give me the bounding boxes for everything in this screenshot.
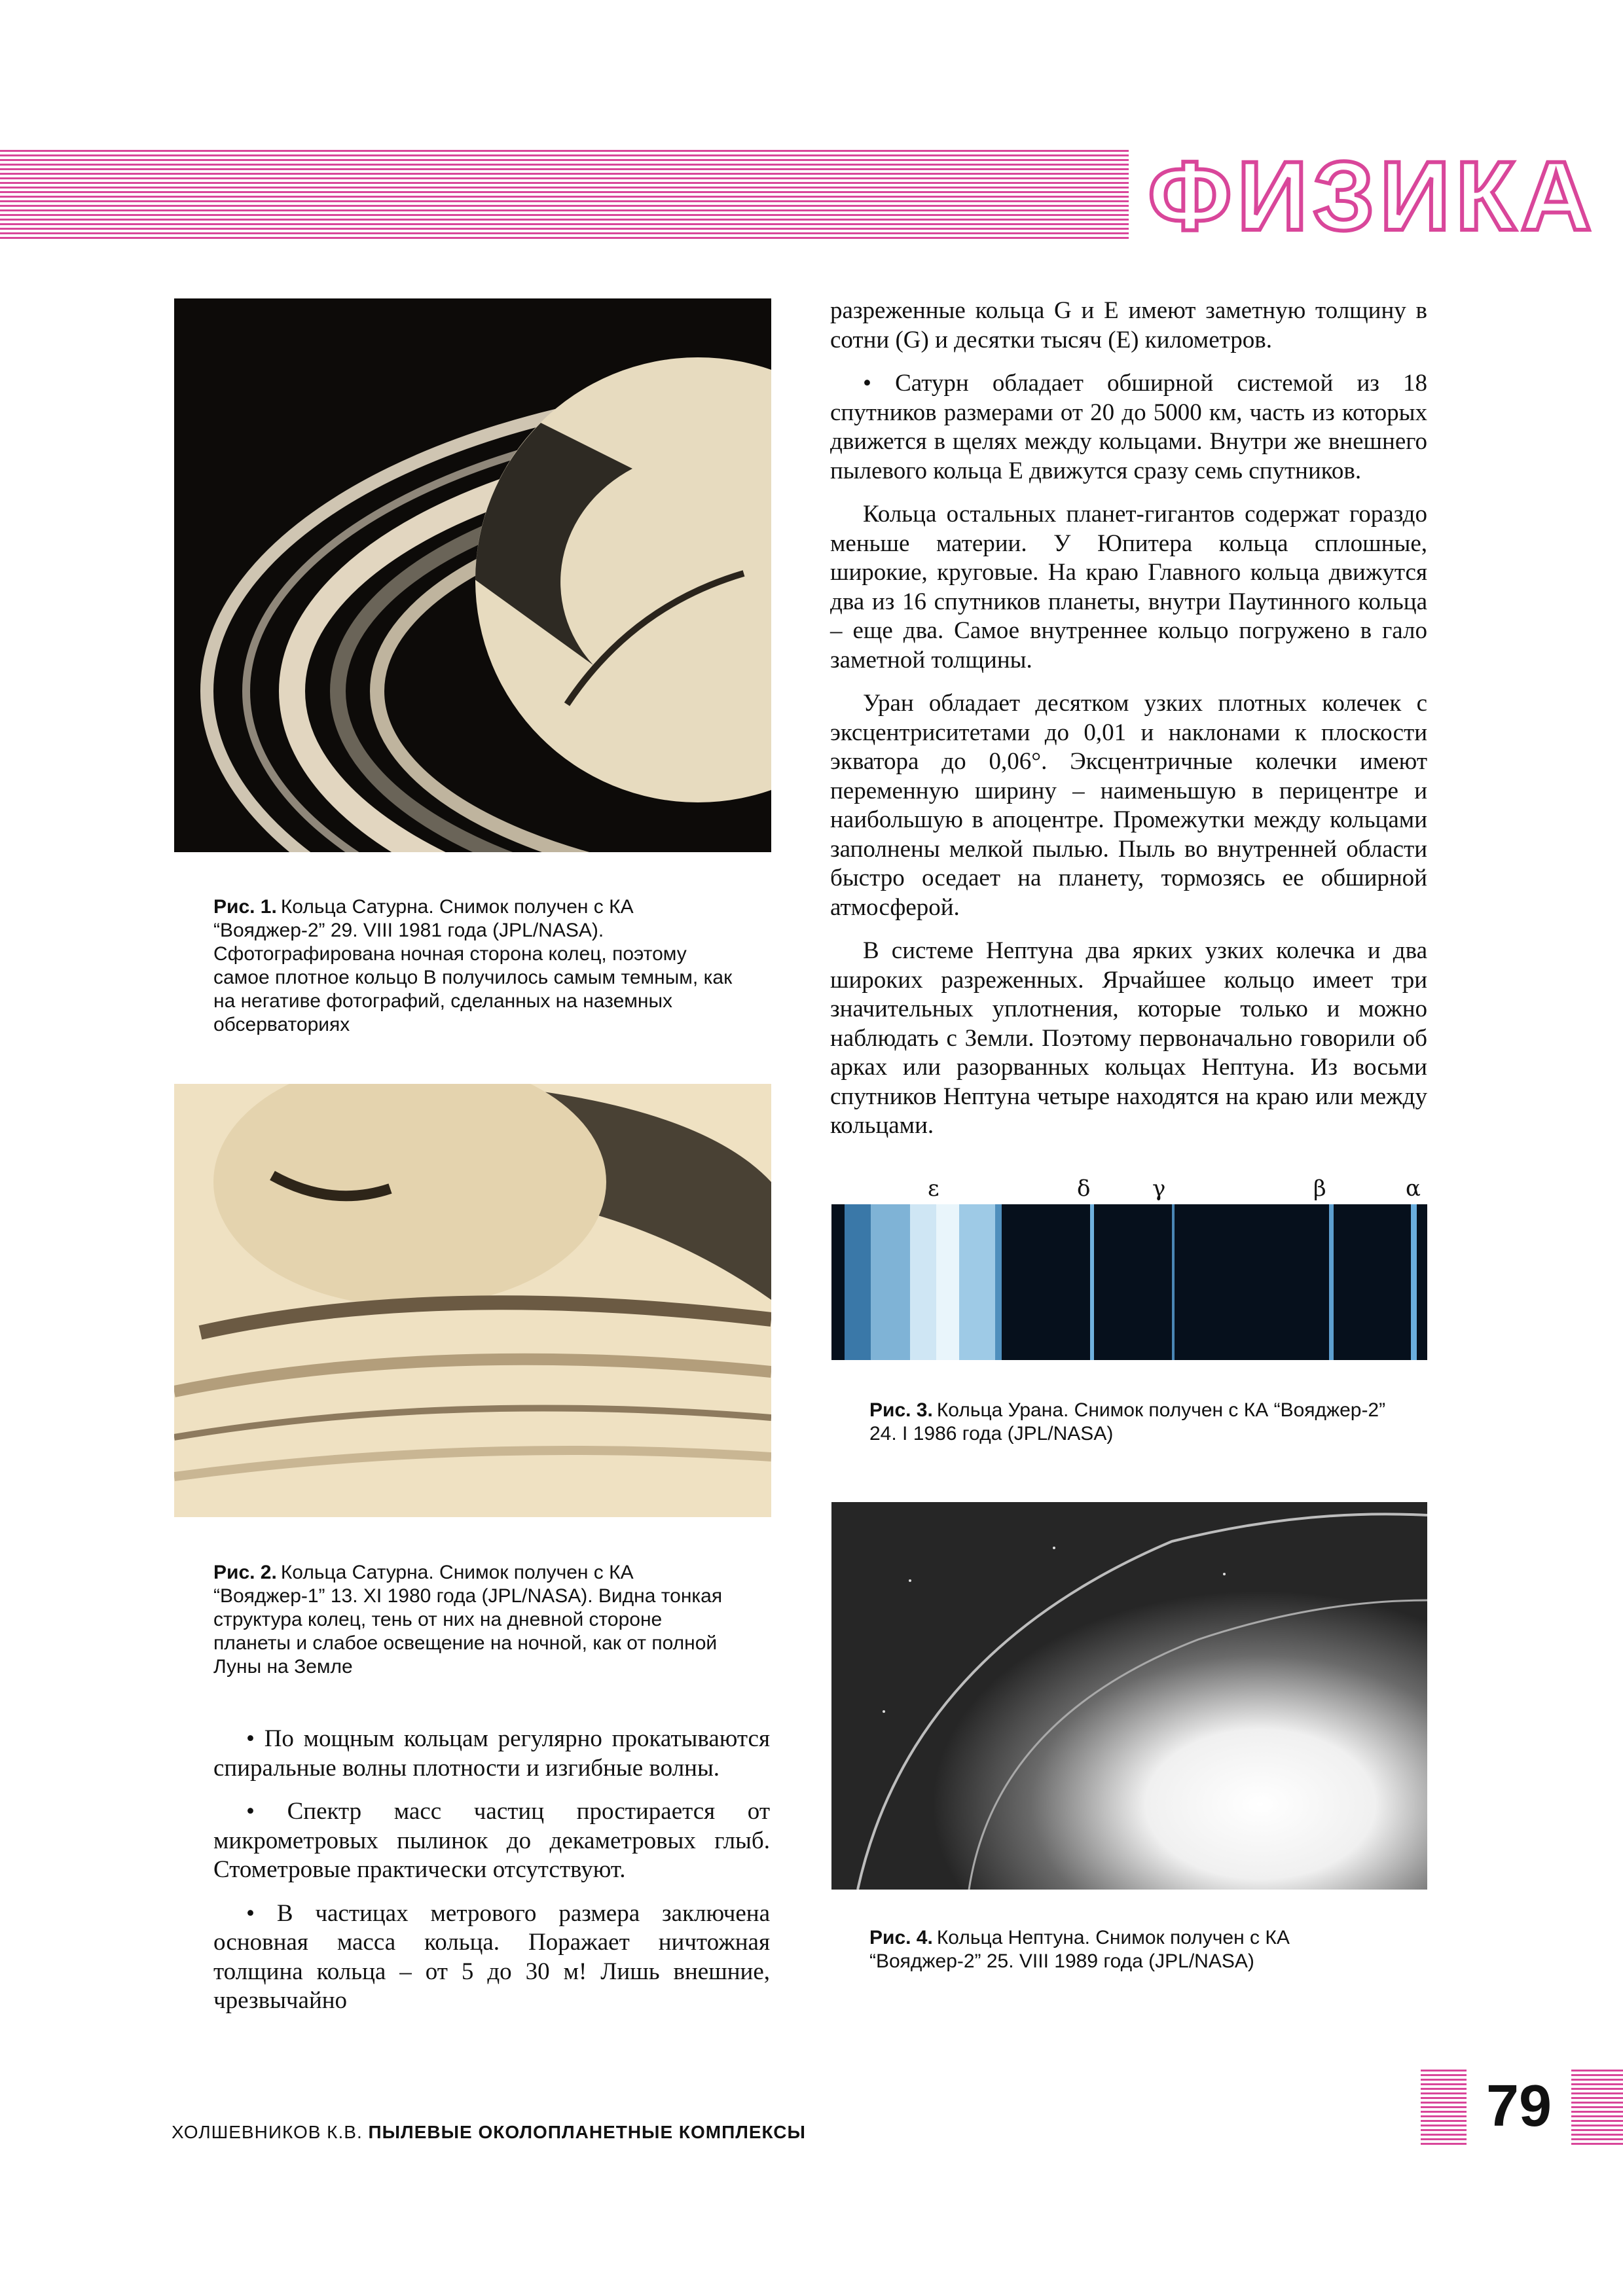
figure-3-text: Кольца Урана. Снимок получен с КА “Вояджер-2” 24. I 1986 года (JPL/NASA) <box>869 1399 1386 1444</box>
figure-2-caption <box>213 1561 737 1679</box>
right-paragraph-1: разреженные кольца G и E имеют заметную толщину в сотни (G) и десятки тысяч (E) километров. <box>830 297 1427 353</box>
figure-1-caption <box>213 895 737 1037</box>
footer-author: ХОЛШЕВНИКОВ К.В. <box>172 2122 363 2142</box>
left-paragraph-3: • В частицах метрового размера заключена основная масса кольца. Поражает ничтожная толщина кольца – от 5 до 30 м! Лишь внешние, чрезвычайно <box>213 1899 770 2014</box>
right-paragraph-3: Кольца остальных планет-гигантов содержат гораздо меньше материи. У Юпитера кольца сплошные, широкие, круговые. На краю Главного кольца движутся два из 16 спутников планеты, внутри Паутинного кольца – еще два. Самое внутреннее кольцо погружено в гало заметной толщины. <box>830 501 1427 673</box>
figure-2-image <box>174 1084 771 1517</box>
ring-label-gamma: γ <box>1152 1175 1166 1202</box>
footer-running-title <box>172 2122 806 2143</box>
figure-3-label: Рис. 3. <box>869 1399 933 1421</box>
right-paragraph-2: • Сатурн обладает обширной системой из 18 спутников размерами от 20 до 5000 км, часть из которых движется в щелях между кольцами. Внутри же внешнего пылевого кольца E движутся сразу семь спутников. <box>830 370 1427 484</box>
figure-2-text: Кольца Сатурна. Снимок получен с КА “Вояджер-1” 13. XI 1980 года (JPL/NASA). Видна тонкая структура колец, тень от них на дневной стороне планеты и слабое освещение на ночной, как от полной Луны на Земле <box>213 1562 723 1677</box>
figure-3-caption <box>869 1399 1393 1446</box>
right-paragraph-4: Уран обладает десятком узких плотных колечек с эксцентриситетами до 0,01 и наклонами к плоскости экватора до 0,06°. Эксцентричные колечки имеют переменную ширину – наименьшую в перицентре и наибольшую в апоцентре. Промежутки между кольцами заполнены мелкой пылью. Пыль во внутренней области быстро оседает на планету, тормозясь ее обширной атмосферой. <box>830 690 1427 921</box>
section-title: ФИЗИКА <box>1129 140 1623 251</box>
left-paragraph-2: • Спектр масс частиц простирается от микрометровых пылинок до декаметровых глыб. Стометровые практически отсутствуют. <box>213 1798 770 1883</box>
figure-3-image <box>831 1204 1427 1360</box>
ring-label-epsilon: ε <box>928 1175 939 1202</box>
figure-2-label: Рис. 2. <box>213 1562 277 1583</box>
right-paragraph-5: В системе Нептуна два ярких узких колечка и два широких разреженных. Ярчайшее кольцо имеет три значительных уплотнения, которые только и можно наблюдать с Земли. Поэтому первоначально говорили об арках или разорванных кольцах Нептуна. Из восьми спутников Нептуна четыре находятся на краю или между кольцами. <box>830 937 1427 1139</box>
ring-label-alpha: α <box>1406 1175 1421 1202</box>
figure-4-caption <box>869 1926 1393 1973</box>
figure-4-image <box>831 1502 1427 1890</box>
footer-title: ПЫЛЕВЫЕ ОКОЛОПЛАНЕТНЫЕ КОМПЛЕКСЫ <box>368 2122 806 2142</box>
ring-label-beta: β <box>1313 1175 1326 1202</box>
figure-1-image <box>174 298 771 852</box>
figure-4-text: Кольца Нептуна. Снимок получен с КА “Вояджер-2” 25. VIII 1989 года (JPL/NASA) <box>869 1927 1290 1972</box>
figure-1-text: Кольца Сатурна. Снимок получен с КА “Вояджер-2” 29. VIII 1981 года (JPL/NASA). Сфотографирована ночная сторона колец, поэтому самое плотное кольцо В получилось самым темным, как на негативе фотографий, сделанных на наземных обсерваториях <box>213 896 733 1035</box>
figure-1-label: Рис. 1. <box>213 896 277 918</box>
page-number: 79 <box>1467 2060 1571 2152</box>
right-column-text <box>830 296 1427 1155</box>
left-paragraph-1: • По мощным кольцам регулярно прокатываются спиральные волны плотности и изгибные волны. <box>213 1725 770 1782</box>
figure-4-label: Рис. 4. <box>869 1927 933 1948</box>
left-column-text <box>213 1725 770 2030</box>
ring-label-delta: δ <box>1077 1175 1091 1202</box>
